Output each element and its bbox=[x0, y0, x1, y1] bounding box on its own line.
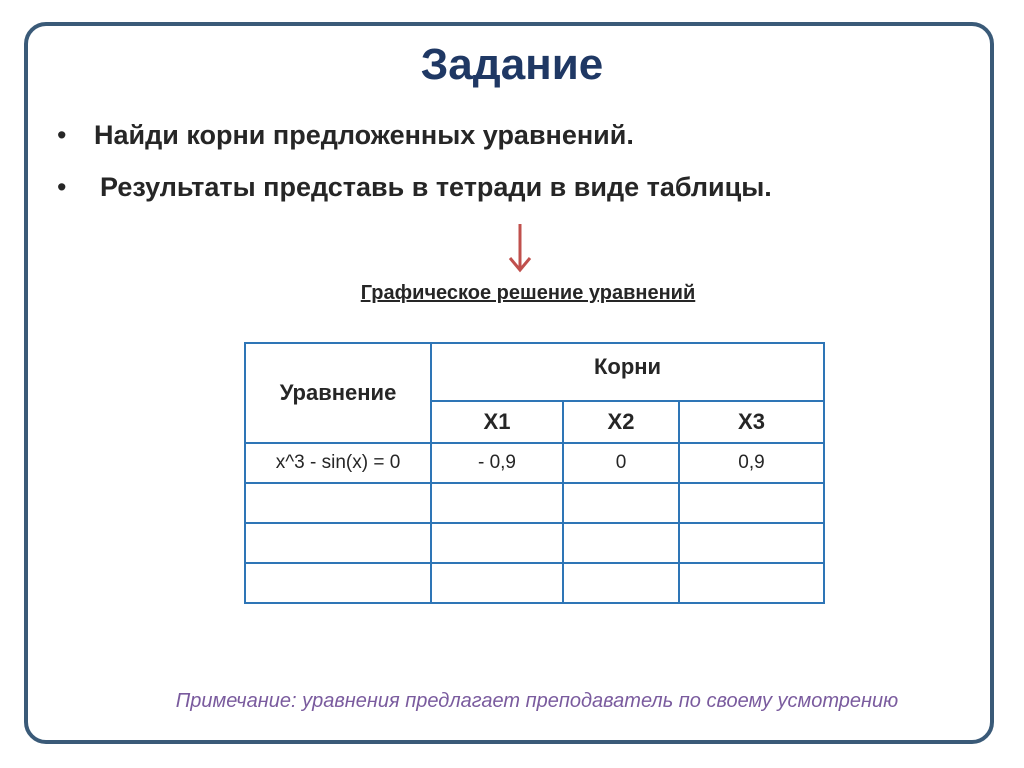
table-row bbox=[245, 563, 824, 603]
header-equation: Уравнение bbox=[245, 343, 431, 443]
header-x3: X3 bbox=[679, 401, 824, 443]
cell-x2 bbox=[563, 483, 679, 523]
cell-x1 bbox=[431, 483, 563, 523]
table-title: Графическое решение уравнений bbox=[360, 282, 696, 304]
bullet-text: Найди корни предложенных уравнений. bbox=[94, 120, 634, 150]
bullet-dot: • bbox=[57, 120, 67, 150]
table-row bbox=[245, 483, 824, 523]
cell-x2 bbox=[563, 523, 679, 563]
cell-x3 bbox=[679, 523, 824, 563]
cell-x2 bbox=[563, 563, 679, 603]
bullet-text: Результаты представь в тетради в виде таблицы. bbox=[100, 172, 772, 202]
cell-x1: - 0,9 bbox=[431, 443, 563, 483]
footnote: Примечание: уравнения предлагает преподаватель по своему усмотрению bbox=[175, 690, 899, 712]
bullet-item bbox=[57, 172, 772, 203]
cell-x3: 0,9 bbox=[679, 443, 824, 483]
table-row bbox=[245, 443, 824, 483]
roots-table bbox=[244, 342, 825, 604]
cell-equation bbox=[245, 563, 431, 603]
header-roots: Корни bbox=[431, 343, 824, 401]
bullet-dot: • bbox=[57, 172, 67, 202]
cell-x3 bbox=[679, 483, 824, 523]
cell-equation: x^3 - sin(x) = 0 bbox=[245, 443, 431, 483]
cell-x1 bbox=[431, 523, 563, 563]
header-x2: X2 bbox=[563, 401, 679, 443]
cell-equation bbox=[245, 523, 431, 563]
slide-title: Задание bbox=[420, 40, 604, 89]
header-x1: X1 bbox=[431, 401, 563, 443]
down-arrow-icon bbox=[506, 222, 534, 274]
cell-x2: 0 bbox=[563, 443, 679, 483]
cell-x1 bbox=[431, 563, 563, 603]
cell-x3 bbox=[679, 563, 824, 603]
cell-equation bbox=[245, 483, 431, 523]
table-row bbox=[245, 523, 824, 563]
bullet-item bbox=[57, 120, 634, 151]
